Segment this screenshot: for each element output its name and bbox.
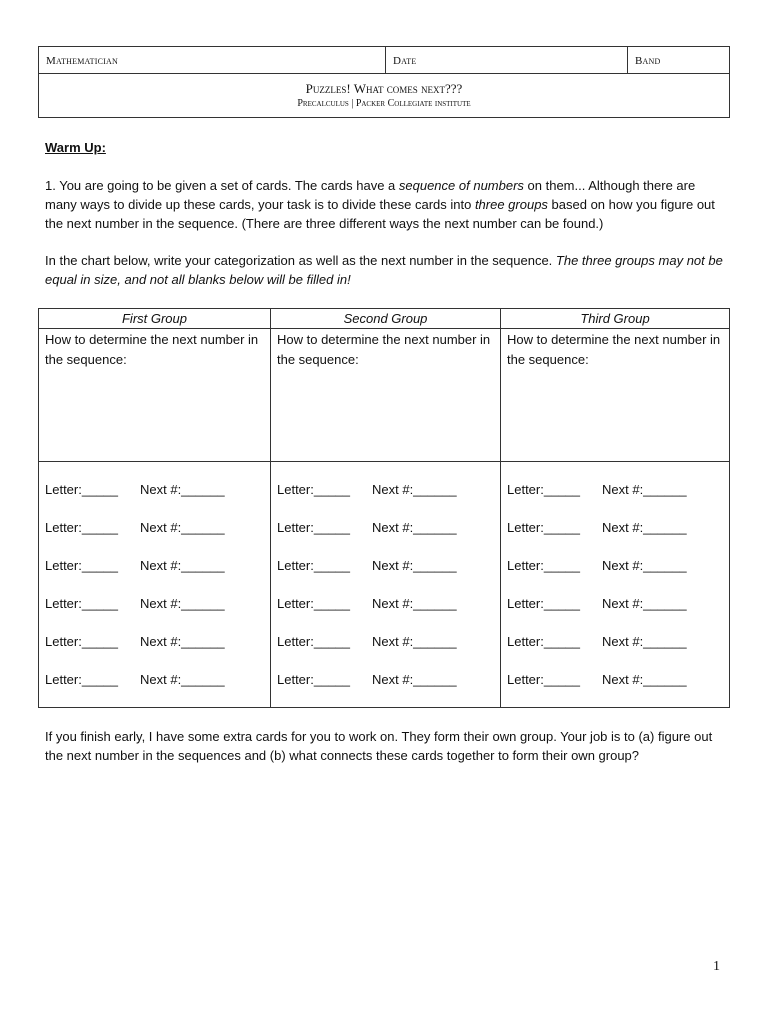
page-number: 1 bbox=[713, 959, 720, 974]
next-number-blank[interactable]: Next #:______ bbox=[372, 596, 457, 611]
next-number-blank[interactable]: Next #:______ bbox=[602, 596, 687, 611]
next-number-blank[interactable]: Next #:______ bbox=[602, 482, 687, 497]
answer-row bbox=[507, 614, 729, 652]
answer-row bbox=[45, 614, 270, 652]
answer-row bbox=[277, 538, 500, 576]
letter-blank[interactable]: Letter:_____ bbox=[45, 520, 119, 535]
letter-blank[interactable]: Letter:_____ bbox=[45, 634, 119, 649]
letter-blank[interactable]: Letter:_____ bbox=[277, 672, 351, 687]
answer-row bbox=[507, 538, 729, 576]
p1-text-c: based on how you figure out the next number in the sequence. (There are three different ways the next number can be found.) bbox=[45, 197, 715, 231]
worksheet-title: Puzzles! What comes next??? bbox=[305, 81, 463, 96]
answer-row bbox=[277, 652, 500, 690]
p1-italic-b: three groups bbox=[474, 197, 548, 212]
letter-blank[interactable]: Letter:_____ bbox=[45, 672, 119, 687]
grouping-chart bbox=[38, 308, 730, 708]
answer-lines bbox=[39, 462, 270, 690]
answer-row bbox=[507, 652, 729, 690]
letter-blank[interactable]: Letter:_____ bbox=[507, 672, 581, 687]
worksheet-subtitle: Precalculus | Packer Collegiate institute bbox=[297, 98, 471, 109]
letter-blank[interactable]: Letter:_____ bbox=[507, 482, 581, 497]
next-number-blank[interactable]: Next #:______ bbox=[140, 596, 225, 611]
p2-italic-a: The three groups may not be equal in size, and not all blanks below will be filled in! bbox=[45, 253, 723, 287]
letter-blank[interactable]: Letter:_____ bbox=[277, 558, 351, 573]
chart-column-header: First Group bbox=[39, 309, 270, 329]
chart-column-2 bbox=[270, 309, 500, 707]
next-number-blank[interactable]: Next #:______ bbox=[140, 672, 225, 687]
answer-row bbox=[277, 576, 500, 614]
answer-lines bbox=[271, 462, 500, 690]
answer-row bbox=[45, 576, 270, 614]
next-number-blank[interactable]: Next #:______ bbox=[140, 520, 225, 535]
p1-text-b: on them... Although there are many ways to divide up these cards, your task is to divide these cards into bbox=[45, 178, 696, 212]
next-number-blank[interactable]: Next #:______ bbox=[140, 558, 225, 573]
header-fields-row bbox=[39, 47, 729, 74]
chart-column-header: Third Group bbox=[501, 309, 729, 329]
method-prompt: How to determine the next number in the sequence: bbox=[277, 332, 491, 367]
answer-lines bbox=[501, 462, 729, 690]
next-number-blank[interactable]: Next #:______ bbox=[140, 634, 225, 649]
answer-row bbox=[45, 462, 270, 500]
next-number-blank[interactable]: Next #:______ bbox=[372, 634, 457, 649]
letter-blank[interactable]: Letter:_____ bbox=[507, 558, 581, 573]
chart-column-3 bbox=[500, 309, 729, 707]
extension-paragraph: If you finish early, I have some extra cards for you to work on. They form their own group. Your job is to (a) figure out the next number in the sequences and (b) what connects these cards together to form their own group? bbox=[45, 729, 713, 763]
next-number-blank[interactable]: Next #:______ bbox=[372, 520, 457, 535]
title-block bbox=[39, 74, 729, 109]
date-field[interactable] bbox=[385, 47, 627, 73]
next-number-blank[interactable]: Next #:______ bbox=[602, 634, 687, 649]
p2-text-a: In the chart below, write your categorization as well as the next number in the sequence. bbox=[45, 253, 556, 268]
band-label: Band bbox=[635, 55, 661, 67]
letter-blank[interactable]: Letter:_____ bbox=[277, 596, 351, 611]
letter-blank[interactable]: Letter:_____ bbox=[277, 482, 351, 497]
answer-row bbox=[45, 538, 270, 576]
letter-blank[interactable]: Letter:_____ bbox=[45, 596, 119, 611]
method-prompt: How to determine the next number in the sequence: bbox=[507, 332, 721, 367]
chart-column-1 bbox=[39, 309, 270, 707]
method-prompt: How to determine the next number in the sequence: bbox=[45, 332, 259, 367]
answer-row bbox=[45, 652, 270, 690]
chart-column-header: Second Group bbox=[271, 309, 500, 329]
method-answer-box[interactable] bbox=[271, 329, 500, 462]
letter-blank[interactable]: Letter:_____ bbox=[507, 596, 581, 611]
next-number-blank[interactable]: Next #:______ bbox=[372, 672, 457, 687]
answer-row bbox=[45, 500, 270, 538]
letter-blank[interactable]: Letter:_____ bbox=[45, 558, 119, 573]
warm-up-heading: Warm Up: bbox=[45, 140, 106, 155]
instructions-paragraph-1 bbox=[45, 176, 725, 233]
answer-row bbox=[277, 614, 500, 652]
method-answer-box[interactable] bbox=[501, 329, 729, 462]
next-number-blank[interactable]: Next #:______ bbox=[602, 520, 687, 535]
answer-row bbox=[277, 462, 500, 500]
next-number-blank[interactable]: Next #:______ bbox=[372, 482, 457, 497]
date-label: Date bbox=[393, 55, 417, 67]
letter-blank[interactable]: Letter:_____ bbox=[45, 482, 119, 497]
letter-blank[interactable]: Letter:_____ bbox=[507, 520, 581, 535]
p1-text-a: 1. You are going to be given a set of cards. The cards have a bbox=[45, 178, 399, 193]
p1-italic-a: sequence of numbers bbox=[398, 178, 524, 193]
answer-row bbox=[507, 500, 729, 538]
letter-blank[interactable]: Letter:_____ bbox=[507, 634, 581, 649]
next-number-blank[interactable]: Next #:______ bbox=[372, 558, 457, 573]
mathematician-field[interactable] bbox=[39, 47, 385, 73]
next-number-blank[interactable]: Next #:______ bbox=[602, 558, 687, 573]
letter-blank[interactable]: Letter:_____ bbox=[277, 520, 351, 535]
mathematician-label: Mathematician bbox=[46, 55, 118, 67]
method-answer-box[interactable] bbox=[39, 329, 270, 462]
band-field[interactable] bbox=[627, 47, 731, 73]
next-number-blank[interactable]: Next #:______ bbox=[140, 482, 225, 497]
answer-row bbox=[507, 576, 729, 614]
header-box bbox=[38, 46, 730, 118]
answer-row bbox=[277, 500, 500, 538]
answer-row bbox=[507, 462, 729, 500]
letter-blank[interactable]: Letter:_____ bbox=[277, 634, 351, 649]
next-number-blank[interactable]: Next #:______ bbox=[602, 672, 687, 687]
instructions-paragraph-2 bbox=[45, 251, 725, 289]
